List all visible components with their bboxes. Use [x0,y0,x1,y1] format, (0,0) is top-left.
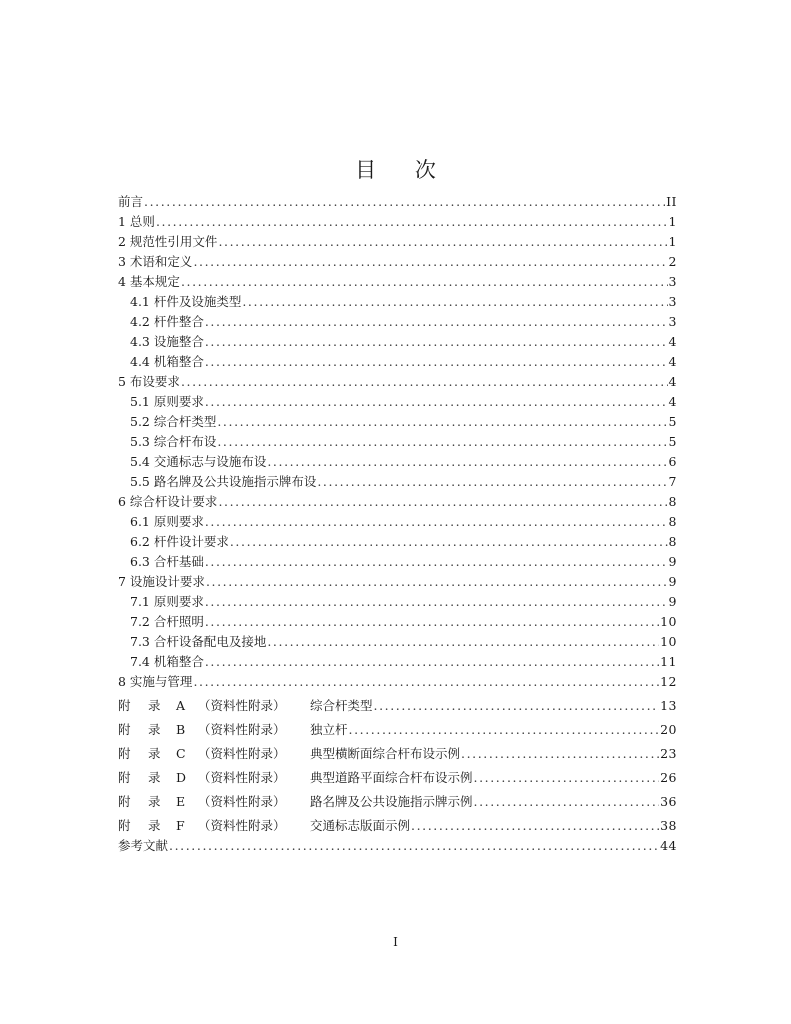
toc-leader-dots [349,722,660,738]
appendix-kind: （资料性附录） [198,770,286,785]
toc-leader-dots [205,614,659,630]
appendix-letter: E [176,794,186,809]
toc-entry-page: 8 [668,494,677,509]
toc-entry-label: 4.3 设施整合 [130,334,204,349]
toc-subentry[interactable] [118,350,677,370]
toc-entry-page: 10 [660,634,677,649]
toc-subentry[interactable] [118,290,677,310]
toc-leader-dots [242,294,667,310]
toc-leader-dots [205,594,668,610]
toc-entry-label: 4.4 机箱整合 [130,354,204,369]
toc-entry-label: 5.3 综合杆布设 [130,434,217,449]
toc-leader-dots [218,234,667,250]
toc-entry-label: 4.2 杆件整合 [130,314,204,329]
toc-entry-label [118,746,460,762]
toc-entry-page: 23 [660,746,677,761]
toc-entry-page: 6 [668,454,677,469]
appendix-fu: 附 [118,746,131,761]
toc-leader-dots [169,838,659,854]
toc-entry[interactable] [118,190,677,210]
appendix-lu: 录 [148,818,161,833]
toc-entry-page: 3 [668,314,677,329]
appendix-fu: 附 [118,698,131,713]
toc-entry-page: 3 [668,294,677,309]
appendix-kind: （资料性附录） [198,722,286,737]
appendix-fu: 附 [118,770,131,785]
toc-leader-dots [205,314,668,330]
toc-subentry[interactable] [118,630,677,650]
toc-entry-page: 9 [668,574,677,589]
toc-entry-label [118,818,410,834]
toc-leader-dots [205,394,668,410]
toc-entry-page: 7 [668,474,677,489]
toc-entry-label: 3 术语和定义 [118,254,193,269]
appendix-letter: B [176,722,186,737]
appendix-name: 交通标志版面示例 [310,818,411,833]
toc-entry-label: 2 规范性引用文件 [118,234,218,249]
appendix-kind: （资料性附录） [198,818,286,833]
table-of-contents [118,190,677,854]
toc-entry-page: 1 [668,234,677,249]
appendix-kind: （资料性附录） [198,746,286,761]
toc-entry-label: 7.4 机箱整合 [130,654,204,669]
toc-subentry[interactable] [118,430,677,450]
toc-leader-dots [317,474,667,490]
toc-entry-label: 6.3 合杆基础 [130,554,204,569]
toc-appendix-entry[interactable] [118,786,677,810]
appendix-lu: 录 [148,746,161,761]
toc-subentry[interactable] [118,650,677,670]
toc-subentry[interactable] [118,510,677,530]
toc-appendix-entry[interactable] [118,810,677,834]
toc-entry-label: 7.3 合杆设备配电及接地 [130,634,267,649]
toc-entry-label: 5.2 综合杆类型 [130,414,217,429]
appendix-name: 综合杆类型 [310,698,373,713]
toc-leader-dots [218,494,667,510]
toc-entry-page: 4 [668,374,677,389]
toc-entry[interactable] [118,370,677,390]
toc-entry[interactable] [118,230,677,250]
toc-entry-page: II [666,194,677,209]
toc-entry-label: 4.1 杆件及设施类型 [130,294,242,309]
toc-entry-page: 5 [668,434,677,449]
toc-appendix-entry[interactable] [118,690,677,714]
toc-appendix-entry[interactable] [118,738,677,762]
toc-subentry[interactable] [118,470,677,490]
toc-leader-dots [217,414,667,430]
toc-entry-label [118,698,373,714]
toc-leader-dots [205,354,668,370]
toc-leader-dots [374,698,660,714]
toc-entry-page: 8 [668,514,677,529]
toc-entry[interactable] [118,490,677,510]
toc-entry-label: 6 综合杆设计要求 [118,494,218,509]
toc-appendix-entry[interactable] [118,714,677,738]
toc-leader-dots [461,746,659,762]
toc-entry-page: 13 [660,698,677,713]
toc-entry[interactable] [118,250,677,270]
toc-leader-dots [205,654,659,670]
toc-entry-label: 7.1 原则要求 [130,594,204,609]
toc-leader-dots [205,334,668,350]
appendix-name: 独立杆 [310,722,348,737]
toc-leader-dots [217,434,667,450]
toc-entry-label: 1 总则 [118,214,155,229]
toc-entry[interactable] [118,210,677,230]
toc-entry-label: 7 设施设计要求 [118,574,205,589]
appendix-fu: 附 [118,818,131,833]
toc-leader-dots [144,194,665,210]
toc-entry-label: 6.2 杆件设计要求 [130,534,229,549]
toc-entry-page: 12 [660,674,677,689]
toc-entry-page: 26 [660,770,677,785]
toc-entry-page: 8 [668,534,677,549]
toc-entry-label [118,770,473,786]
toc-entry-page: 4 [668,394,677,409]
toc-leader-dots [156,214,668,230]
appendix-lu: 录 [148,722,161,737]
appendix-name: 典型横断面综合杆布设示例 [310,746,461,761]
toc-subentry[interactable] [118,390,677,410]
toc-subentry[interactable] [118,590,677,610]
toc-subentry[interactable] [118,550,677,570]
toc-subentry[interactable] [118,410,677,430]
toc-entry-label: 5 布设要求 [118,374,180,389]
toc-leader-dots [267,454,667,470]
toc-leader-dots [181,274,668,290]
appendix-letter: A [176,698,186,713]
toc-entry-page: 11 [660,654,677,669]
toc-leader-dots [181,374,668,390]
toc-entry-label: 参考文献 [118,838,169,853]
appendix-lu: 录 [148,794,161,809]
page-title: 目 次 [355,158,452,182]
toc-leader-dots [205,554,668,570]
toc-entry-label: 8 实施与管理 [118,674,193,689]
appendix-name: 路名牌及公共设施指示牌示例 [310,794,473,809]
toc-appendix-entry[interactable] [118,762,677,786]
toc-leader-dots [193,674,659,690]
toc-subentry[interactable] [118,530,677,550]
toc-entry-page: 5 [668,414,677,429]
appendix-kind: （资料性附录） [198,698,286,713]
appendix-letter: F [176,818,185,833]
toc-entry-page: 1 [668,214,677,229]
page-number: I [393,935,398,949]
toc-entry-page: 3 [668,274,677,289]
toc-subentry[interactable] [118,450,677,470]
toc-entry-page: 20 [660,722,677,737]
appendix-fu: 附 [118,722,131,737]
toc-entry-label: 6.1 原则要求 [130,514,204,529]
toc-leader-dots [411,818,659,834]
toc-subentry[interactable] [118,310,677,330]
toc-leader-dots [474,794,660,810]
appendix-name: 典型道路平面综合杆布设示例 [310,770,473,785]
toc-leader-dots [193,254,667,270]
appendix-lu: 录 [148,770,161,785]
toc-leader-dots [206,574,668,590]
toc-entry-label: 5.4 交通标志与设施布设 [130,454,267,469]
toc-entry-label: 5.5 路名牌及公共设施指示牌布设 [130,474,317,489]
toc-leader-dots [474,770,660,786]
toc-entry-label: 5.1 原则要求 [130,394,204,409]
toc-entry-page: 2 [668,254,677,269]
toc-subentry[interactable] [118,330,677,350]
appendix-kind: （资料性附录） [198,794,286,809]
toc-entry-page: 10 [660,614,677,629]
toc-entry-page: 44 [660,838,677,853]
toc-entry[interactable] [118,270,677,290]
toc-entry-page: 4 [668,334,677,349]
toc-references-entry[interactable] [118,834,677,854]
toc-leader-dots [230,534,668,550]
appendix-lu: 录 [148,698,161,713]
toc-entry[interactable] [118,670,677,690]
appendix-letter: D [176,770,187,785]
toc-entry-page: 4 [668,354,677,369]
toc-leader-dots [205,514,668,530]
toc-entry-label: 7.2 合杆照明 [130,614,204,629]
toc-entry-page: 9 [668,594,677,609]
toc-entry-page: 9 [668,554,677,569]
appendix-letter: C [176,746,186,761]
toc-entry[interactable] [118,570,677,590]
toc-entry-page: 36 [660,794,677,809]
toc-subentry[interactable] [118,610,677,630]
toc-entry-label: 前言 [118,194,144,209]
toc-entry-label: 4 基本规定 [118,274,180,289]
toc-entry-label [118,722,348,738]
toc-leader-dots [267,634,659,650]
toc-entry-page: 38 [660,818,677,833]
toc-entry-label [118,794,473,810]
appendix-fu: 附 [118,794,131,809]
